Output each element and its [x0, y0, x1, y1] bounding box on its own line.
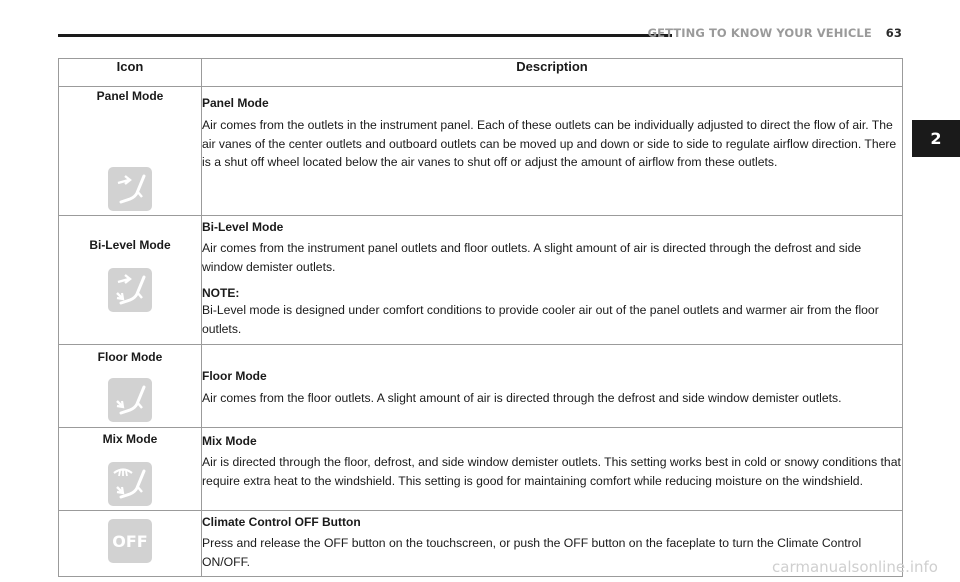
- mode-body: Air comes from the outlets in the instrument panel. Each of these outlets can be individually adjusted to direct the flow of air. The air vanes of the center outlets and outboard outlets can be moved up and down or side to side to regulate airflow direction. There is a shut off wheel located below the air vanes to shut off or adjust the amount of airflow from these outlets.: [202, 118, 897, 170]
- mode-body: Air is directed through the floor, defrost, and side window demister outlets. This setting works best in cold or snowy conditions that require extra heat to the windshield. This setting is good for maintaining comfort while reducing moisture on the windshield.: [202, 455, 901, 488]
- mode-label: Panel Mode: [96, 89, 164, 103]
- mode-body: Press and release the OFF button on the touchscreen, or push the OFF button on the faceplate to turn the Climate Control ON/OFF.: [202, 536, 862, 569]
- mode-label: Mix Mode: [102, 432, 158, 447]
- table-row: [59, 428, 903, 511]
- panel-mode-icon: [108, 167, 152, 211]
- off-button-icon[interactable]: OFF: [108, 519, 152, 563]
- table-header-row: [59, 59, 903, 87]
- description-cell: [202, 87, 903, 216]
- column-header-icon: Icon: [59, 59, 202, 87]
- icon-cell: [59, 428, 202, 511]
- table-row: [59, 87, 903, 216]
- page-number: 63: [885, 26, 902, 40]
- icon-cell: [59, 511, 202, 576]
- climate-mode-table: [58, 58, 903, 577]
- description-cell: [202, 216, 903, 345]
- mode-title: Climate Control OFF Button: [202, 515, 361, 530]
- mix-mode-icon: [108, 462, 152, 506]
- chapter-tab[interactable]: 2: [912, 120, 960, 157]
- mode-label: Bi-Level Mode: [89, 238, 171, 252]
- floor-mode-icon: [108, 378, 152, 422]
- icon-cell: [59, 87, 202, 216]
- column-header-description: Description: [202, 59, 903, 87]
- table-row: [59, 345, 903, 428]
- watermark: carmanualsonline.info: [772, 558, 938, 576]
- icon-cell: [59, 345, 202, 428]
- running-header: [648, 26, 902, 40]
- section-title: GETTING TO KNOW YOUR VEHICLE: [647, 26, 872, 40]
- description-cell: [202, 428, 903, 511]
- note-text: Bi-Level mode is designed under comfort conditions to provide cooler air out of the panel outlets and warmer air from the floor outlets.: [202, 303, 879, 336]
- note-label: NOTE:: [202, 286, 240, 301]
- description-cell: [202, 345, 903, 428]
- table-row: [59, 216, 903, 345]
- icon-cell: [59, 216, 202, 345]
- mode-title: Bi-Level Mode: [202, 220, 284, 234]
- mode-body: Air comes from the floor outlets. A slight amount of air is directed through the defrost and side window demister outlets.: [202, 391, 842, 406]
- mode-title: Mix Mode: [202, 434, 257, 449]
- mode-label: Floor Mode: [97, 350, 163, 365]
- mode-body: Air comes from the instrument panel outlets and floor outlets. A slight amount of air is directed through the defrost and side window demister outlets.: [202, 241, 862, 274]
- mode-title: Panel Mode: [202, 96, 269, 110]
- header-rule: [58, 34, 672, 37]
- bi-level-mode-icon: [108, 268, 152, 312]
- mode-title: Floor Mode: [202, 369, 267, 384]
